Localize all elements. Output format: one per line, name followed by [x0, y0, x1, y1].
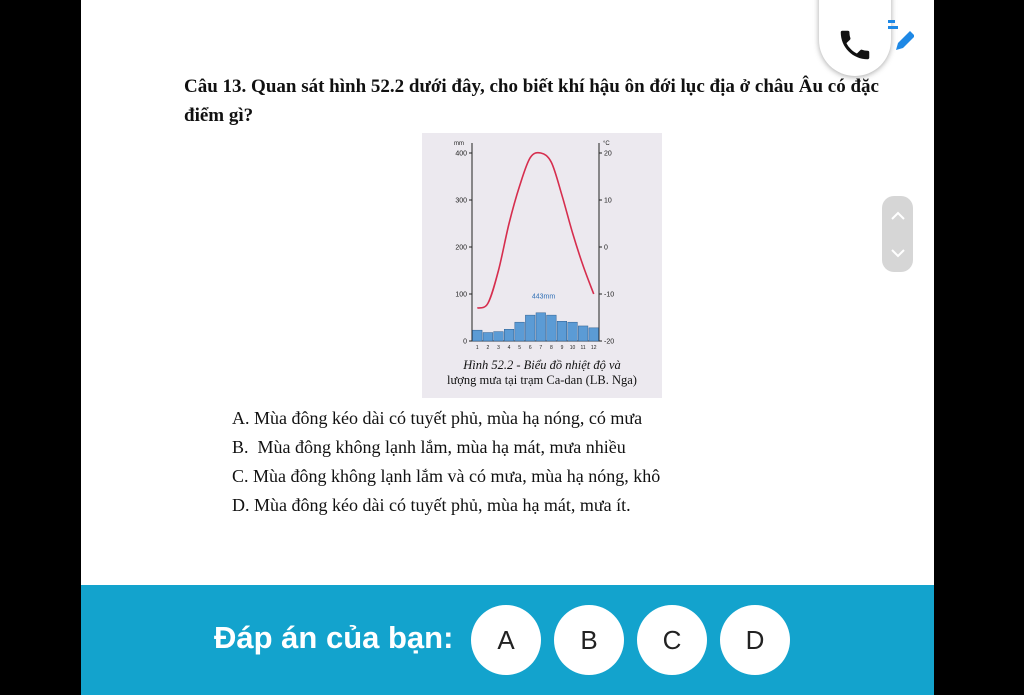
option-b	[232, 433, 660, 462]
month-label: 8	[549, 345, 553, 351]
month-label: 5	[518, 345, 522, 351]
option-b-letter: B.	[232, 437, 249, 457]
rainfall-total-label: 443mm	[531, 293, 556, 301]
rain-bar	[547, 315, 557, 341]
month-label: 10	[569, 345, 576, 351]
rain-bar	[589, 328, 599, 341]
month-label: 3	[497, 345, 500, 351]
rain-bar	[504, 329, 514, 341]
left-tick-label: 0	[463, 338, 467, 346]
rain-bar	[557, 321, 567, 341]
month-label: 4	[507, 345, 511, 351]
chevron-up-icon	[891, 211, 905, 220]
option-c-letter: C.	[232, 466, 249, 486]
month-label: 7	[539, 345, 543, 351]
climate-chart	[422, 133, 662, 358]
month-label: 6	[528, 345, 532, 351]
answer-button-d[interactable]: D	[720, 605, 790, 675]
month-label: 1	[475, 345, 479, 351]
answer-bar	[81, 585, 934, 695]
question-text: Câu 13. Quan sát hình 52.2 dưới đây, cho biết khí hậu ôn đới lục địa ở châu Âu có đặc điểm gì?	[184, 76, 879, 126]
answer-button-c[interactable]: C	[637, 605, 707, 675]
answer-button-a[interactable]: A	[471, 605, 541, 675]
figure-caption	[422, 358, 662, 388]
rain-bar	[515, 322, 525, 341]
rain-bar	[536, 313, 546, 341]
temperature-line	[477, 153, 593, 308]
scroll-control	[882, 196, 913, 272]
option-d	[232, 491, 660, 520]
chevron-down-icon	[891, 249, 905, 258]
right-tick-label: -20	[604, 338, 615, 346]
option-b-text: Mùa đông không lạnh lắm, mùa hạ mát, mưa nhiều	[257, 437, 626, 457]
option-a	[232, 404, 660, 433]
scroll-down-button[interactable]	[882, 234, 913, 272]
right-tick-label: 10	[604, 197, 612, 205]
rain-bar	[494, 332, 504, 341]
climate-figure	[422, 133, 662, 398]
figure-caption-line2: lượng mưa tại trạm Ca-dan (LB. Nga)	[447, 373, 637, 387]
left-tick-label: 100	[455, 291, 467, 299]
rain-bar	[525, 315, 535, 341]
rain-bar	[568, 322, 578, 341]
month-label: 11	[580, 345, 586, 351]
option-d-letter: D.	[232, 495, 250, 515]
month-label: 12	[590, 345, 597, 351]
option-c	[232, 462, 660, 491]
option-c-text: Mùa đông không lạnh lắm và có mưa, mùa hạ nóng, khô	[253, 466, 661, 486]
month-label: 2	[486, 345, 490, 351]
right-tick-label: -10	[604, 291, 615, 299]
right-tick-label: 20	[604, 150, 612, 158]
call-button[interactable]	[819, 0, 891, 76]
right-axis-unit: °C	[603, 141, 610, 147]
phone-icon	[836, 26, 874, 64]
left-axis-unit: mm	[454, 141, 464, 147]
rain-bar	[483, 333, 493, 341]
rain-bar	[473, 330, 483, 341]
quiz-page	[81, 0, 934, 695]
answer-button-b[interactable]: B	[554, 605, 624, 675]
option-d-text: Mùa đông kéo dài có tuyết phủ, mùa hạ mát, mưa ít.	[254, 495, 631, 515]
left-tick-label: 200	[455, 244, 467, 252]
left-tick-label: 300	[455, 197, 467, 205]
left-tick-label: 400	[455, 150, 467, 158]
rain-bar	[578, 326, 588, 341]
month-label: 9	[560, 345, 564, 351]
option-a-letter: A.	[232, 408, 250, 428]
answer-options	[232, 404, 660, 520]
answer-label: Đáp án của bạn:	[214, 620, 454, 655]
right-tick-label: 0	[604, 244, 608, 252]
scroll-up-button[interactable]	[882, 196, 913, 234]
figure-caption-line1: Hình 52.2 - Biểu đồ nhiệt độ và	[463, 358, 621, 372]
option-a-text: Mùa đông kéo dài có tuyết phủ, mùa hạ nóng, có mưa	[254, 408, 643, 428]
pen-icon[interactable]	[886, 18, 914, 54]
